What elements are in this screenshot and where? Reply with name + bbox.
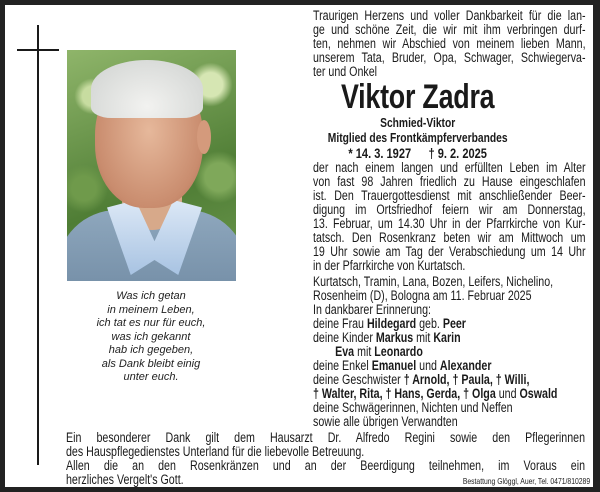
family-name: † Arnold, † Paula, † Willi, bbox=[403, 372, 530, 387]
portrait-photo bbox=[67, 50, 236, 281]
text-line: Traurigen Herzens und voller Dankbarkeit für die lan- bbox=[313, 8, 586, 23]
family-member-line bbox=[313, 359, 586, 373]
relation-text: mit bbox=[354, 344, 375, 359]
family-list bbox=[313, 317, 586, 429]
remembrance-heading: In dankbarer Erinnerung: bbox=[313, 302, 431, 317]
family-name: Alexander bbox=[439, 358, 492, 373]
family-name: Oswald bbox=[519, 386, 558, 401]
deceased-name: Viktor Zadra bbox=[340, 78, 495, 116]
text-line: 19 Uhr sowie am Tag der Verabschiedung um 14 Uhr bbox=[313, 244, 586, 259]
text-line: ist. Den Trauergottesdienst mit anschließender Beer- bbox=[313, 188, 586, 203]
family-member-line bbox=[313, 331, 586, 345]
text-line: in der Pfarrkirche von Kurtatsch. bbox=[313, 258, 466, 273]
nickname: Schmied-Viktor bbox=[380, 115, 456, 130]
service-details bbox=[313, 161, 586, 273]
family-name: Markus bbox=[375, 330, 414, 345]
text-line: ge und schöne Zeit, die wir mit ihm verbringen durf- bbox=[313, 22, 586, 37]
text-line: tatsch. Den Rosenkranz beten wir am Mittwoch um bbox=[313, 230, 586, 245]
caption-line: in meinem Leben, bbox=[107, 303, 195, 316]
text-line: 13. Februar, um 14.30 Uhr in der Pfarrkirche von Kur- bbox=[313, 216, 586, 231]
text-line: Allen die an den Rosenkränzen und an der Beerdigung teilnehmen, im Voraus ein bbox=[66, 458, 586, 473]
caption-line: als Dank bleibt einig bbox=[101, 357, 201, 370]
caption-line: Was ich getan bbox=[116, 290, 186, 302]
places-and-date bbox=[313, 275, 586, 303]
family-name: Hildegard bbox=[366, 316, 417, 331]
birth-date: * 14. 3. 1927 bbox=[348, 145, 412, 161]
caption-line: hab ich gegeben, bbox=[108, 344, 194, 356]
family-member-line bbox=[313, 415, 586, 429]
relation-text: deine Enkel bbox=[313, 358, 372, 373]
text-line: der nach einem langen und erfüllten Leben im Alter bbox=[313, 160, 586, 175]
family-name: Emanuel bbox=[371, 358, 417, 373]
caption-line: ich tat es nur für euch, bbox=[96, 317, 206, 329]
family-name: † Walter, Rita, † Hans, Gerda, † Olga bbox=[313, 386, 496, 401]
relation-text: und bbox=[495, 386, 520, 401]
text-line: herzliches Vergelt's Gott. bbox=[66, 472, 184, 487]
text-line: Ein besonderer Dank gilt dem Hausarzt Dr. Alfredo Regini sowie den Pflegerinnen bbox=[66, 430, 586, 445]
funeral-home-credit: Bestattung Glöggl, Auer, Tel. 0471/810289 bbox=[462, 476, 590, 486]
text-line: von fast 98 Jahren friedlich zu Hause eingeschlafen bbox=[313, 174, 586, 189]
relation-text: deine Schwägerinnen, Nichten und Neffen bbox=[313, 400, 513, 415]
family-name: Leonardo bbox=[374, 344, 423, 359]
cross-icon-bar bbox=[17, 49, 59, 51]
family-name: Karin bbox=[433, 330, 461, 345]
relation-text: deine Kinder bbox=[313, 330, 376, 345]
text-line: unserem Tata, Bruder, Opa, Schwager, Schwiegerva- bbox=[313, 50, 586, 65]
family-member-line bbox=[313, 401, 586, 415]
poem-caption bbox=[66, 290, 236, 385]
text-line: des Hauspflegedienstes Unterland für die liebevolle Betreuung. bbox=[66, 444, 365, 459]
relation-text: sowie alle übrigen Verwandten bbox=[313, 414, 458, 429]
text-line: digung im Ortsfriedhof feiern wir am Donnerstag, bbox=[313, 202, 586, 217]
death-date: † 9. 2. 2025 bbox=[428, 145, 487, 161]
relation-text: mit bbox=[413, 330, 434, 345]
family-member-line bbox=[313, 317, 586, 331]
text-line: Rosenheim (D), Bologna am 11. Februar 2025 bbox=[313, 288, 532, 303]
main-text-column bbox=[313, 9, 586, 429]
life-dates bbox=[313, 145, 522, 161]
intro-paragraph bbox=[313, 9, 586, 79]
caption-line: unter euch. bbox=[123, 371, 179, 383]
family-name: Peer bbox=[442, 316, 466, 331]
family-member-line bbox=[313, 373, 586, 387]
relation-text: geb. bbox=[416, 316, 443, 331]
relation-text: deine Geschwister bbox=[313, 372, 404, 387]
membership: Mitglied des Frontkämpferverbandes bbox=[327, 130, 508, 145]
text-line: Kurtatsch, Tramin, Lana, Bozen, Leifers, Nichelino, bbox=[313, 274, 554, 289]
family-member-line bbox=[313, 387, 586, 401]
relation-text: deine Frau bbox=[313, 316, 367, 331]
caption-line: was ich gekannt bbox=[111, 330, 191, 343]
text-line: ter und Onkel bbox=[313, 64, 378, 79]
relation-text: und bbox=[416, 358, 440, 373]
text-line: ten, nehmen wir Abschied von meinem lieben Mann, bbox=[313, 36, 586, 51]
family-member-line bbox=[313, 345, 586, 359]
family-name: Eva bbox=[335, 344, 355, 359]
cross-icon bbox=[37, 25, 39, 465]
